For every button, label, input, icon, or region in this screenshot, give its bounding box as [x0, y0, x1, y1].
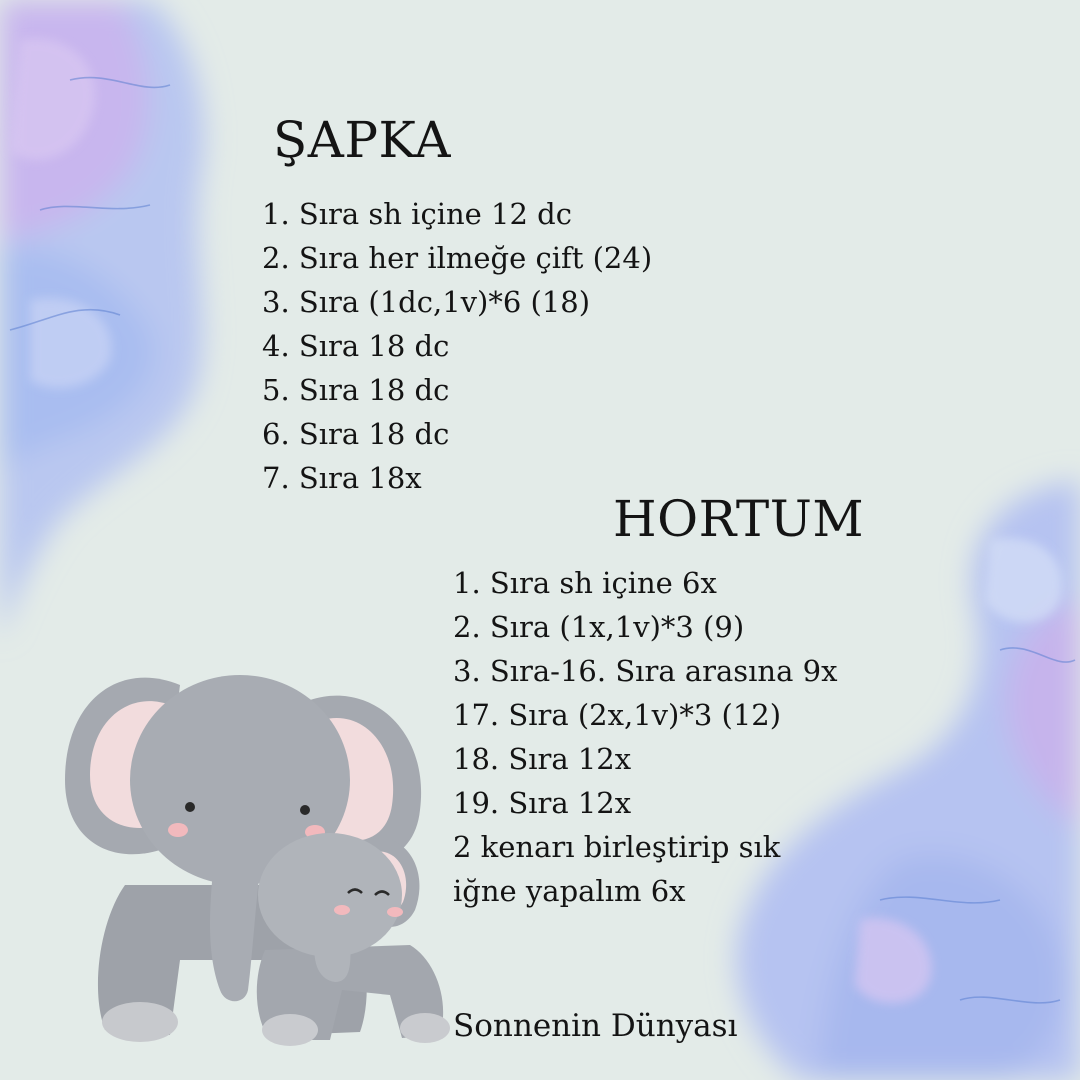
hortum-step: 1. Sıra sh içine 6x: [453, 566, 717, 600]
hortum-step: 2. Sıra (1x,1v)*3 (9): [453, 610, 745, 644]
hortum-step: 17. Sıra (2x,1v)*3 (12): [453, 698, 782, 732]
sapka-step: 6. Sıra 18 dc: [262, 417, 450, 451]
sapka-step: 5. Sıra 18 dc: [262, 373, 450, 407]
hortum-step: iğne yapalım 6x: [453, 874, 686, 908]
sapka-step: 3. Sıra (1dc,1v)*6 (18): [262, 285, 591, 319]
elephant-mother-and-baby-icon: [30, 660, 460, 1050]
sapka-title: ŞAPKA: [273, 111, 451, 169]
hortum-step: 2 kenarı birleştirip sık: [453, 830, 781, 864]
sapka-step: 1. Sıra sh içine 12 dc: [262, 197, 572, 231]
hortum-title: HORTUM: [613, 490, 865, 548]
sapka-step: 7. Sıra 18x: [262, 461, 422, 495]
hortum-step: 3. Sıra-16. Sıra arasına 9x: [453, 654, 838, 688]
sapka-step: 4. Sıra 18 dc: [262, 329, 450, 363]
hortum-step: 18. Sıra 12x: [453, 742, 632, 776]
hortum-steps-list: [453, 561, 837, 913]
hortum-step: 19. Sıra 12x: [453, 786, 632, 820]
sapka-step: 2. Sıra her ilmeğe çift (24): [262, 241, 653, 275]
sapka-steps-list: [262, 192, 652, 500]
signature: Sonnenin Dünyası: [453, 1008, 738, 1044]
